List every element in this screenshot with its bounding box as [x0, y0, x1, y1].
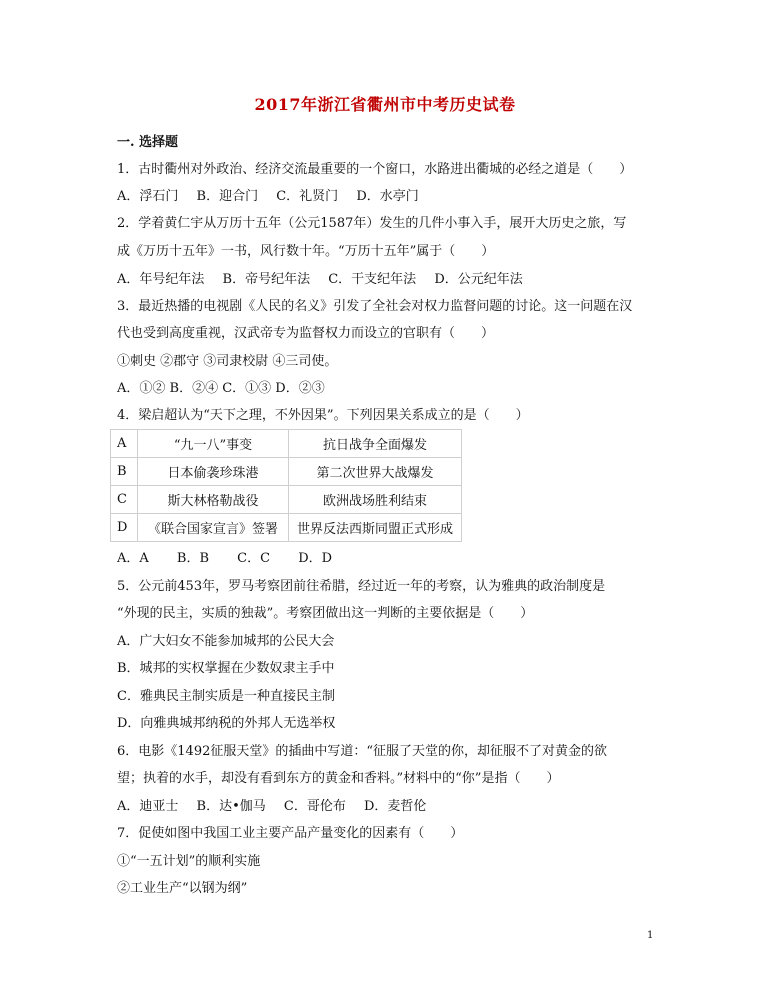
q2-option-c: C．干支纪年法	[328, 272, 417, 287]
q2-options	[117, 268, 537, 287]
q4-option-c: C．C	[237, 551, 271, 566]
q6-option-b: B．达•伽马	[196, 799, 266, 814]
table-cell-effect: 抗日战争全面爆发	[289, 430, 462, 458]
q6-option-a: A．迪亚士	[117, 799, 179, 814]
q1-options	[117, 185, 433, 204]
q1-option-c: C．礼贤门	[276, 189, 339, 204]
q2-option-d: D．公元纪年法	[434, 272, 523, 287]
q4-options	[117, 547, 346, 566]
table-row	[111, 514, 462, 542]
q5-stem-line1: 5．公元前453年，罗马考察团前往希腊，经过近一年的考察，认为雅典的政治制度是	[117, 579, 606, 594]
q5-option-a: A．广大妇女不能参加城邦的公民大会	[117, 634, 335, 649]
q4-stem: 4．梁启超认为“天下之理，不外因果”。下列因果关系成立的是（ ）	[117, 408, 529, 423]
q2-stem-line1: 2．学着黄仁宇从万历十五年（公元1587年）发生的几件小事入手，展开大历史之旅，写	[117, 216, 627, 231]
table-row	[111, 430, 462, 458]
q1-stem: 1．古时衢州对外政治、经济交流最重要的一个窗口，水路进出衢城的必经之道是（ ）	[117, 162, 633, 177]
table-cell-cause: 《联合国家宣言》签署	[138, 514, 289, 542]
q6-options	[117, 795, 440, 814]
table-cell-effect: 世界反法西斯同盟正式形成	[289, 514, 462, 542]
q5-option-b: B．城邦的实权掌握在少数奴隶主手中	[117, 661, 335, 676]
table-cell-effect: 第二次世界大战爆发	[289, 458, 462, 486]
table-row	[111, 486, 462, 514]
q6-option-c: C．哥伦布	[283, 799, 346, 814]
table-cell-cause: 日本偷袭珍珠港	[138, 458, 289, 486]
q6-stem-line1: 6．电影《1492征服天堂》的插曲中写道：“征服了天堂的你，却征服不了对黄金的欲	[117, 744, 608, 759]
table-row	[111, 458, 462, 486]
q5-option-c: C．雅典民主制实质是一种直接民主制	[117, 689, 335, 704]
table-cell-label: C	[111, 486, 138, 514]
q4-table	[110, 429, 462, 542]
q2-stem-line2: 成《万历十五年》一书，风行数十年。“万历十五年”属于（ ）	[117, 244, 495, 259]
table-cell-cause: 斯大林格勒战役	[138, 486, 289, 514]
q6-option-d: D．麦哲伦	[364, 799, 427, 814]
q3-items: ①刺史 ②郡守 ③司隶校尉 ④三司使。	[117, 354, 338, 369]
q3-stem-line1: 3．最近热播的电视剧《人民的名义》引发了全社会对权力监督问题的讨论。这一问题在汉	[117, 299, 633, 314]
q7-item-1: ①“一五计划”的顺利实施	[117, 854, 261, 869]
q1-option-a: A．浮石门	[117, 189, 179, 204]
q4-option-b: B．B	[176, 551, 210, 566]
q4-option-a: A．A	[117, 551, 149, 566]
q7-stem: 7．促使如图中我国工业主要产品产量变化的因素有（ ）	[117, 826, 464, 841]
q5-stem-line2: “外现的民主，实质的独裁”。考察团做出这一判断的主要依据是（ ）	[117, 606, 534, 621]
table-cell-cause: “九一八”事变	[138, 430, 289, 458]
section-heading: 一. 选择题	[117, 135, 179, 150]
q3-stem-line2: 代也受到高度重视，汉武帝专为监督权力而设立的官职有（ ）	[117, 326, 495, 341]
q7-item-2: ②工业生产“以钢为纲”	[117, 881, 248, 896]
q3-options: A．①② B．②④ C．①③ D．②③	[117, 381, 325, 396]
table-cell-effect: 欧洲战场胜利结束	[289, 486, 462, 514]
q1-option-d: D．水亭门	[356, 189, 419, 204]
table-cell-label: D	[111, 514, 138, 542]
q6-stem-line2: 望；执着的水手，却没有看到东方的黄金和香料。”材料中的“你”是指（ ）	[117, 771, 560, 786]
table-cell-label: A	[111, 430, 138, 458]
exam-title: 2017年浙江省衢州市中考历史试卷	[254, 95, 516, 114]
q2-option-a: A．年号纪年法	[117, 272, 205, 287]
table-cell-label: B	[111, 458, 138, 486]
q1-option-b: B．迎合门	[196, 189, 259, 204]
q4-option-d: D．D	[298, 551, 333, 566]
q5-option-d: D．向雅典城邦纳税的外邦人无选举权	[117, 716, 336, 731]
page-number: 1	[647, 930, 654, 941]
q2-option-b: B．帝号纪年法	[222, 272, 311, 287]
